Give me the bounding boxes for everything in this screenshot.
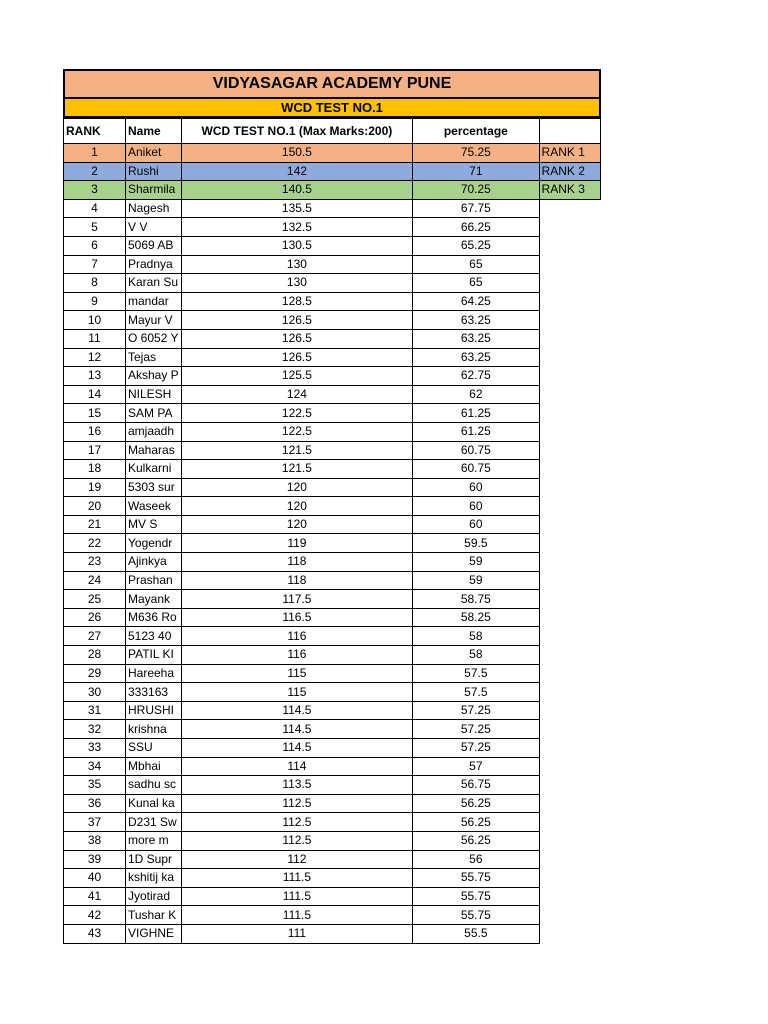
marks-cell: 113.5 [181, 776, 412, 795]
percentage-cell: 59 [413, 553, 539, 572]
results-sheet [63, 69, 601, 944]
rank-label-cell [539, 664, 600, 683]
marks-cell: 135.5 [181, 199, 412, 218]
rank-cell: 18 [64, 460, 126, 479]
table-row [64, 199, 601, 218]
rank-cell: 1 [64, 144, 126, 163]
marks-cell: 130.5 [181, 236, 412, 255]
marks-cell: 121.5 [181, 460, 412, 479]
rank-label-cell [539, 794, 600, 813]
percentage-cell: 65 [413, 255, 539, 274]
marks-cell: 114.5 [181, 739, 412, 758]
percentage-cell: 60.75 [413, 441, 539, 460]
rank-label-cell [539, 329, 600, 348]
rank-cell: 28 [64, 646, 126, 665]
rank-label-cell [539, 385, 600, 404]
marks-cell: 150.5 [181, 144, 412, 163]
percentage-cell: 58 [413, 646, 539, 665]
table-row [64, 218, 601, 237]
marks-cell: 132.5 [181, 218, 412, 237]
table-row [64, 887, 601, 906]
marks-cell: 126.5 [181, 329, 412, 348]
name-cell: Tushar K [126, 906, 182, 925]
marks-cell: 115 [181, 664, 412, 683]
rank-label-cell [539, 515, 600, 534]
table-row [64, 664, 601, 683]
percentage-cell: 62.75 [413, 367, 539, 386]
rank-cell: 4 [64, 199, 126, 218]
marks-cell: 114.5 [181, 701, 412, 720]
table-row [64, 404, 601, 423]
marks-cell: 120 [181, 478, 412, 497]
rank-cell: 16 [64, 422, 126, 441]
name-cell: krishna [126, 720, 182, 739]
table-row [64, 869, 601, 888]
percentage-cell: 56.75 [413, 776, 539, 795]
marks-cell: 112.5 [181, 794, 412, 813]
name-cell: 1D Supr [126, 850, 182, 869]
rank-label-cell: RANK 2 [539, 162, 600, 181]
rank-cell: 19 [64, 478, 126, 497]
name-cell: more m [126, 831, 182, 850]
rank-cell: 23 [64, 553, 126, 572]
table-row [64, 534, 601, 553]
name-cell: Nagesh [126, 199, 182, 218]
rank-cell: 17 [64, 441, 126, 460]
name-cell: Karan Su [126, 274, 182, 293]
marks-cell: 121.5 [181, 441, 412, 460]
table-row [64, 627, 601, 646]
name-cell: 5069 AB [126, 236, 182, 255]
rank-label-cell [539, 218, 600, 237]
header-rank: RANK [64, 119, 126, 144]
rank-label-cell [539, 422, 600, 441]
name-cell: Aniket [126, 144, 182, 163]
rank-cell: 5 [64, 218, 126, 237]
rank-cell: 11 [64, 329, 126, 348]
table-row [64, 367, 601, 386]
percentage-cell: 55.75 [413, 869, 539, 888]
rank-cell: 38 [64, 831, 126, 850]
table-row [64, 608, 601, 627]
percentage-cell: 58.25 [413, 608, 539, 627]
rank-cell: 30 [64, 683, 126, 702]
name-cell: Rushi [126, 162, 182, 181]
table-row [64, 236, 601, 255]
marks-cell: 120 [181, 515, 412, 534]
rank-label-cell [539, 646, 600, 665]
rank-label-cell [539, 478, 600, 497]
name-cell: Mbhai [126, 757, 182, 776]
percentage-cell: 58.75 [413, 590, 539, 609]
rank-cell: 6 [64, 236, 126, 255]
marks-cell: 117.5 [181, 590, 412, 609]
table-row [64, 831, 601, 850]
percentage-cell: 60 [413, 497, 539, 516]
marks-cell: 128.5 [181, 292, 412, 311]
table-row [64, 292, 601, 311]
marks-cell: 124 [181, 385, 412, 404]
marks-cell: 120 [181, 497, 412, 516]
table-row [64, 497, 601, 516]
table-row [64, 813, 601, 832]
rank-cell: 3 [64, 181, 126, 200]
rank-cell: 34 [64, 757, 126, 776]
rank-cell: 21 [64, 515, 126, 534]
percentage-cell: 65 [413, 274, 539, 293]
name-cell: HRUSHI [126, 701, 182, 720]
marks-cell: 111.5 [181, 869, 412, 888]
rank-cell: 24 [64, 571, 126, 590]
name-cell: O 6052 Y [126, 329, 182, 348]
marks-cell: 122.5 [181, 422, 412, 441]
rank-cell: 13 [64, 367, 126, 386]
percentage-cell: 63.25 [413, 311, 539, 330]
name-cell: D231 Sw [126, 813, 182, 832]
rank-label-cell: RANK 3 [539, 181, 600, 200]
table-row [64, 571, 601, 590]
rank-label-cell [539, 608, 600, 627]
table-row [64, 646, 601, 665]
percentage-cell: 75.25 [413, 144, 539, 163]
name-cell: mandar [126, 292, 182, 311]
table-row [64, 739, 601, 758]
rank-cell: 27 [64, 627, 126, 646]
percentage-cell: 59.5 [413, 534, 539, 553]
rank-label-cell [539, 831, 600, 850]
rank-label-cell [539, 739, 600, 758]
header-blank [539, 119, 600, 144]
rank-cell: 12 [64, 348, 126, 367]
percentage-cell: 71 [413, 162, 539, 181]
marks-cell: 126.5 [181, 348, 412, 367]
marks-cell: 116 [181, 646, 412, 665]
percentage-cell: 55.75 [413, 887, 539, 906]
percentage-cell: 56.25 [413, 831, 539, 850]
rank-cell: 15 [64, 404, 126, 423]
percentage-cell: 61.25 [413, 404, 539, 423]
percentage-cell: 56.25 [413, 813, 539, 832]
results-table [63, 118, 601, 944]
name-cell: SAM PA [126, 404, 182, 423]
table-row [64, 924, 601, 943]
header-marks: WCD TEST NO.1 (Max Marks:200) [181, 119, 412, 144]
marks-cell: 114.5 [181, 720, 412, 739]
percentage-cell: 57.25 [413, 701, 539, 720]
marks-cell: 112.5 [181, 831, 412, 850]
name-cell: Tejas [126, 348, 182, 367]
marks-cell: 111 [181, 924, 412, 943]
rank-label-cell [539, 887, 600, 906]
percentage-cell: 57.5 [413, 664, 539, 683]
rank-cell: 40 [64, 869, 126, 888]
marks-cell: 119 [181, 534, 412, 553]
rank-label-cell [539, 460, 600, 479]
name-cell: sadhu sc [126, 776, 182, 795]
table-row [64, 181, 601, 200]
name-cell: Pradnya [126, 255, 182, 274]
marks-cell: 130 [181, 274, 412, 293]
name-cell: SSU [126, 739, 182, 758]
percentage-cell: 63.25 [413, 329, 539, 348]
name-cell: Sharmila [126, 181, 182, 200]
header-row [64, 119, 601, 144]
rank-label-cell [539, 850, 600, 869]
rank-cell: 2 [64, 162, 126, 181]
table-row [64, 906, 601, 925]
name-cell: Ajinkya [126, 553, 182, 572]
table-row [64, 311, 601, 330]
percentage-cell: 57.5 [413, 683, 539, 702]
name-cell: Prashan [126, 571, 182, 590]
name-cell: 333163 [126, 683, 182, 702]
marks-cell: 142 [181, 162, 412, 181]
table-row [64, 422, 601, 441]
rank-label-cell [539, 274, 600, 293]
name-cell: NILESH [126, 385, 182, 404]
percentage-cell: 61.25 [413, 422, 539, 441]
name-cell: VIGHNE [126, 924, 182, 943]
rank-label-cell [539, 553, 600, 572]
table-row [64, 162, 601, 181]
percentage-cell: 67.75 [413, 199, 539, 218]
marks-cell: 116.5 [181, 608, 412, 627]
rank-cell: 37 [64, 813, 126, 832]
percentage-cell: 56 [413, 850, 539, 869]
percentage-cell: 57.25 [413, 739, 539, 758]
percentage-cell: 59 [413, 571, 539, 590]
name-cell: Yogendr [126, 534, 182, 553]
table-row [64, 701, 601, 720]
marks-cell: 118 [181, 553, 412, 572]
rank-label-cell [539, 757, 600, 776]
marks-cell: 112 [181, 850, 412, 869]
table-row [64, 553, 601, 572]
table-row [64, 776, 601, 795]
rank-label-cell [539, 255, 600, 274]
name-cell: Waseek [126, 497, 182, 516]
rank-label-cell [539, 906, 600, 925]
rank-cell: 14 [64, 385, 126, 404]
name-cell: PATIL KI [126, 646, 182, 665]
sheet-title: VIDYASAGAR ACADEMY PUNE [63, 69, 601, 99]
percentage-cell: 70.25 [413, 181, 539, 200]
rank-label-cell: RANK 1 [539, 144, 600, 163]
rank-cell: 20 [64, 497, 126, 516]
rank-label-cell [539, 683, 600, 702]
rank-cell: 31 [64, 701, 126, 720]
percentage-cell: 60 [413, 478, 539, 497]
name-cell: MV S [126, 515, 182, 534]
rank-cell: 25 [64, 590, 126, 609]
rank-label-cell [539, 367, 600, 386]
table-row [64, 478, 601, 497]
percentage-cell: 62 [413, 385, 539, 404]
percentage-cell: 55.5 [413, 924, 539, 943]
name-cell: Maharas [126, 441, 182, 460]
rank-label-cell [539, 404, 600, 423]
marks-cell: 126.5 [181, 311, 412, 330]
table-row [64, 385, 601, 404]
name-cell: Kunal ka [126, 794, 182, 813]
rank-cell: 22 [64, 534, 126, 553]
marks-cell: 111.5 [181, 887, 412, 906]
rank-cell: 35 [64, 776, 126, 795]
name-cell: Mayank [126, 590, 182, 609]
rank-label-cell [539, 441, 600, 460]
name-cell: Kulkarni [126, 460, 182, 479]
rank-cell: 33 [64, 739, 126, 758]
rank-label-cell [539, 720, 600, 739]
rank-cell: 29 [64, 664, 126, 683]
rank-cell: 43 [64, 924, 126, 943]
rank-label-cell [539, 292, 600, 311]
table-row [64, 590, 601, 609]
table-row [64, 274, 601, 293]
marks-cell: 125.5 [181, 367, 412, 386]
rank-cell: 39 [64, 850, 126, 869]
rank-cell: 8 [64, 274, 126, 293]
name-cell: Jyotirad [126, 887, 182, 906]
percentage-cell: 57 [413, 757, 539, 776]
table-row [64, 683, 601, 702]
rank-label-cell [539, 590, 600, 609]
sheet-subtitle: WCD TEST NO.1 [63, 99, 601, 118]
rank-label-cell [539, 236, 600, 255]
rank-label-cell [539, 534, 600, 553]
marks-cell: 114 [181, 757, 412, 776]
table-row [64, 255, 601, 274]
table-row [64, 515, 601, 534]
percentage-cell: 65.25 [413, 236, 539, 255]
table-row [64, 329, 601, 348]
marks-cell: 116 [181, 627, 412, 646]
name-cell: 5303 sur [126, 478, 182, 497]
marks-cell: 112.5 [181, 813, 412, 832]
percentage-cell: 60.75 [413, 460, 539, 479]
marks-cell: 140.5 [181, 181, 412, 200]
marks-cell: 130 [181, 255, 412, 274]
rank-cell: 32 [64, 720, 126, 739]
name-cell: V V [126, 218, 182, 237]
header-name: Name [126, 119, 182, 144]
rank-cell: 9 [64, 292, 126, 311]
header-percentage: percentage [413, 119, 539, 144]
rank-label-cell [539, 869, 600, 888]
marks-cell: 111.5 [181, 906, 412, 925]
table-row [64, 757, 601, 776]
name-cell: M636 Ro [126, 608, 182, 627]
table-row [64, 441, 601, 460]
percentage-cell: 64.25 [413, 292, 539, 311]
rank-cell: 26 [64, 608, 126, 627]
rank-label-cell [539, 776, 600, 795]
rank-cell: 41 [64, 887, 126, 906]
table-row [64, 460, 601, 479]
name-cell: kshitij ka [126, 869, 182, 888]
table-row [64, 720, 601, 739]
percentage-cell: 58 [413, 627, 539, 646]
marks-cell: 115 [181, 683, 412, 702]
percentage-cell: 56.25 [413, 794, 539, 813]
rank-label-cell [539, 701, 600, 720]
rank-label-cell [539, 311, 600, 330]
percentage-cell: 57.25 [413, 720, 539, 739]
percentage-cell: 63.25 [413, 348, 539, 367]
name-cell: 5123 40 [126, 627, 182, 646]
marks-cell: 118 [181, 571, 412, 590]
table-row [64, 144, 601, 163]
percentage-cell: 60 [413, 515, 539, 534]
table-row [64, 348, 601, 367]
name-cell: Hareeha [126, 664, 182, 683]
name-cell: Akshay P [126, 367, 182, 386]
table-row [64, 794, 601, 813]
rank-label-cell [539, 627, 600, 646]
rank-label-cell [539, 199, 600, 218]
percentage-cell: 55.75 [413, 906, 539, 925]
rank-label-cell [539, 571, 600, 590]
rank-label-cell [539, 497, 600, 516]
name-cell: amjaadh [126, 422, 182, 441]
rank-label-cell [539, 924, 600, 943]
rank-label-cell [539, 813, 600, 832]
name-cell: Mayur V [126, 311, 182, 330]
percentage-cell: 66.25 [413, 218, 539, 237]
marks-cell: 122.5 [181, 404, 412, 423]
table-row [64, 850, 601, 869]
rank-cell: 7 [64, 255, 126, 274]
rank-label-cell [539, 348, 600, 367]
rank-cell: 36 [64, 794, 126, 813]
rank-cell: 42 [64, 906, 126, 925]
rank-cell: 10 [64, 311, 126, 330]
results-rows [64, 144, 601, 944]
